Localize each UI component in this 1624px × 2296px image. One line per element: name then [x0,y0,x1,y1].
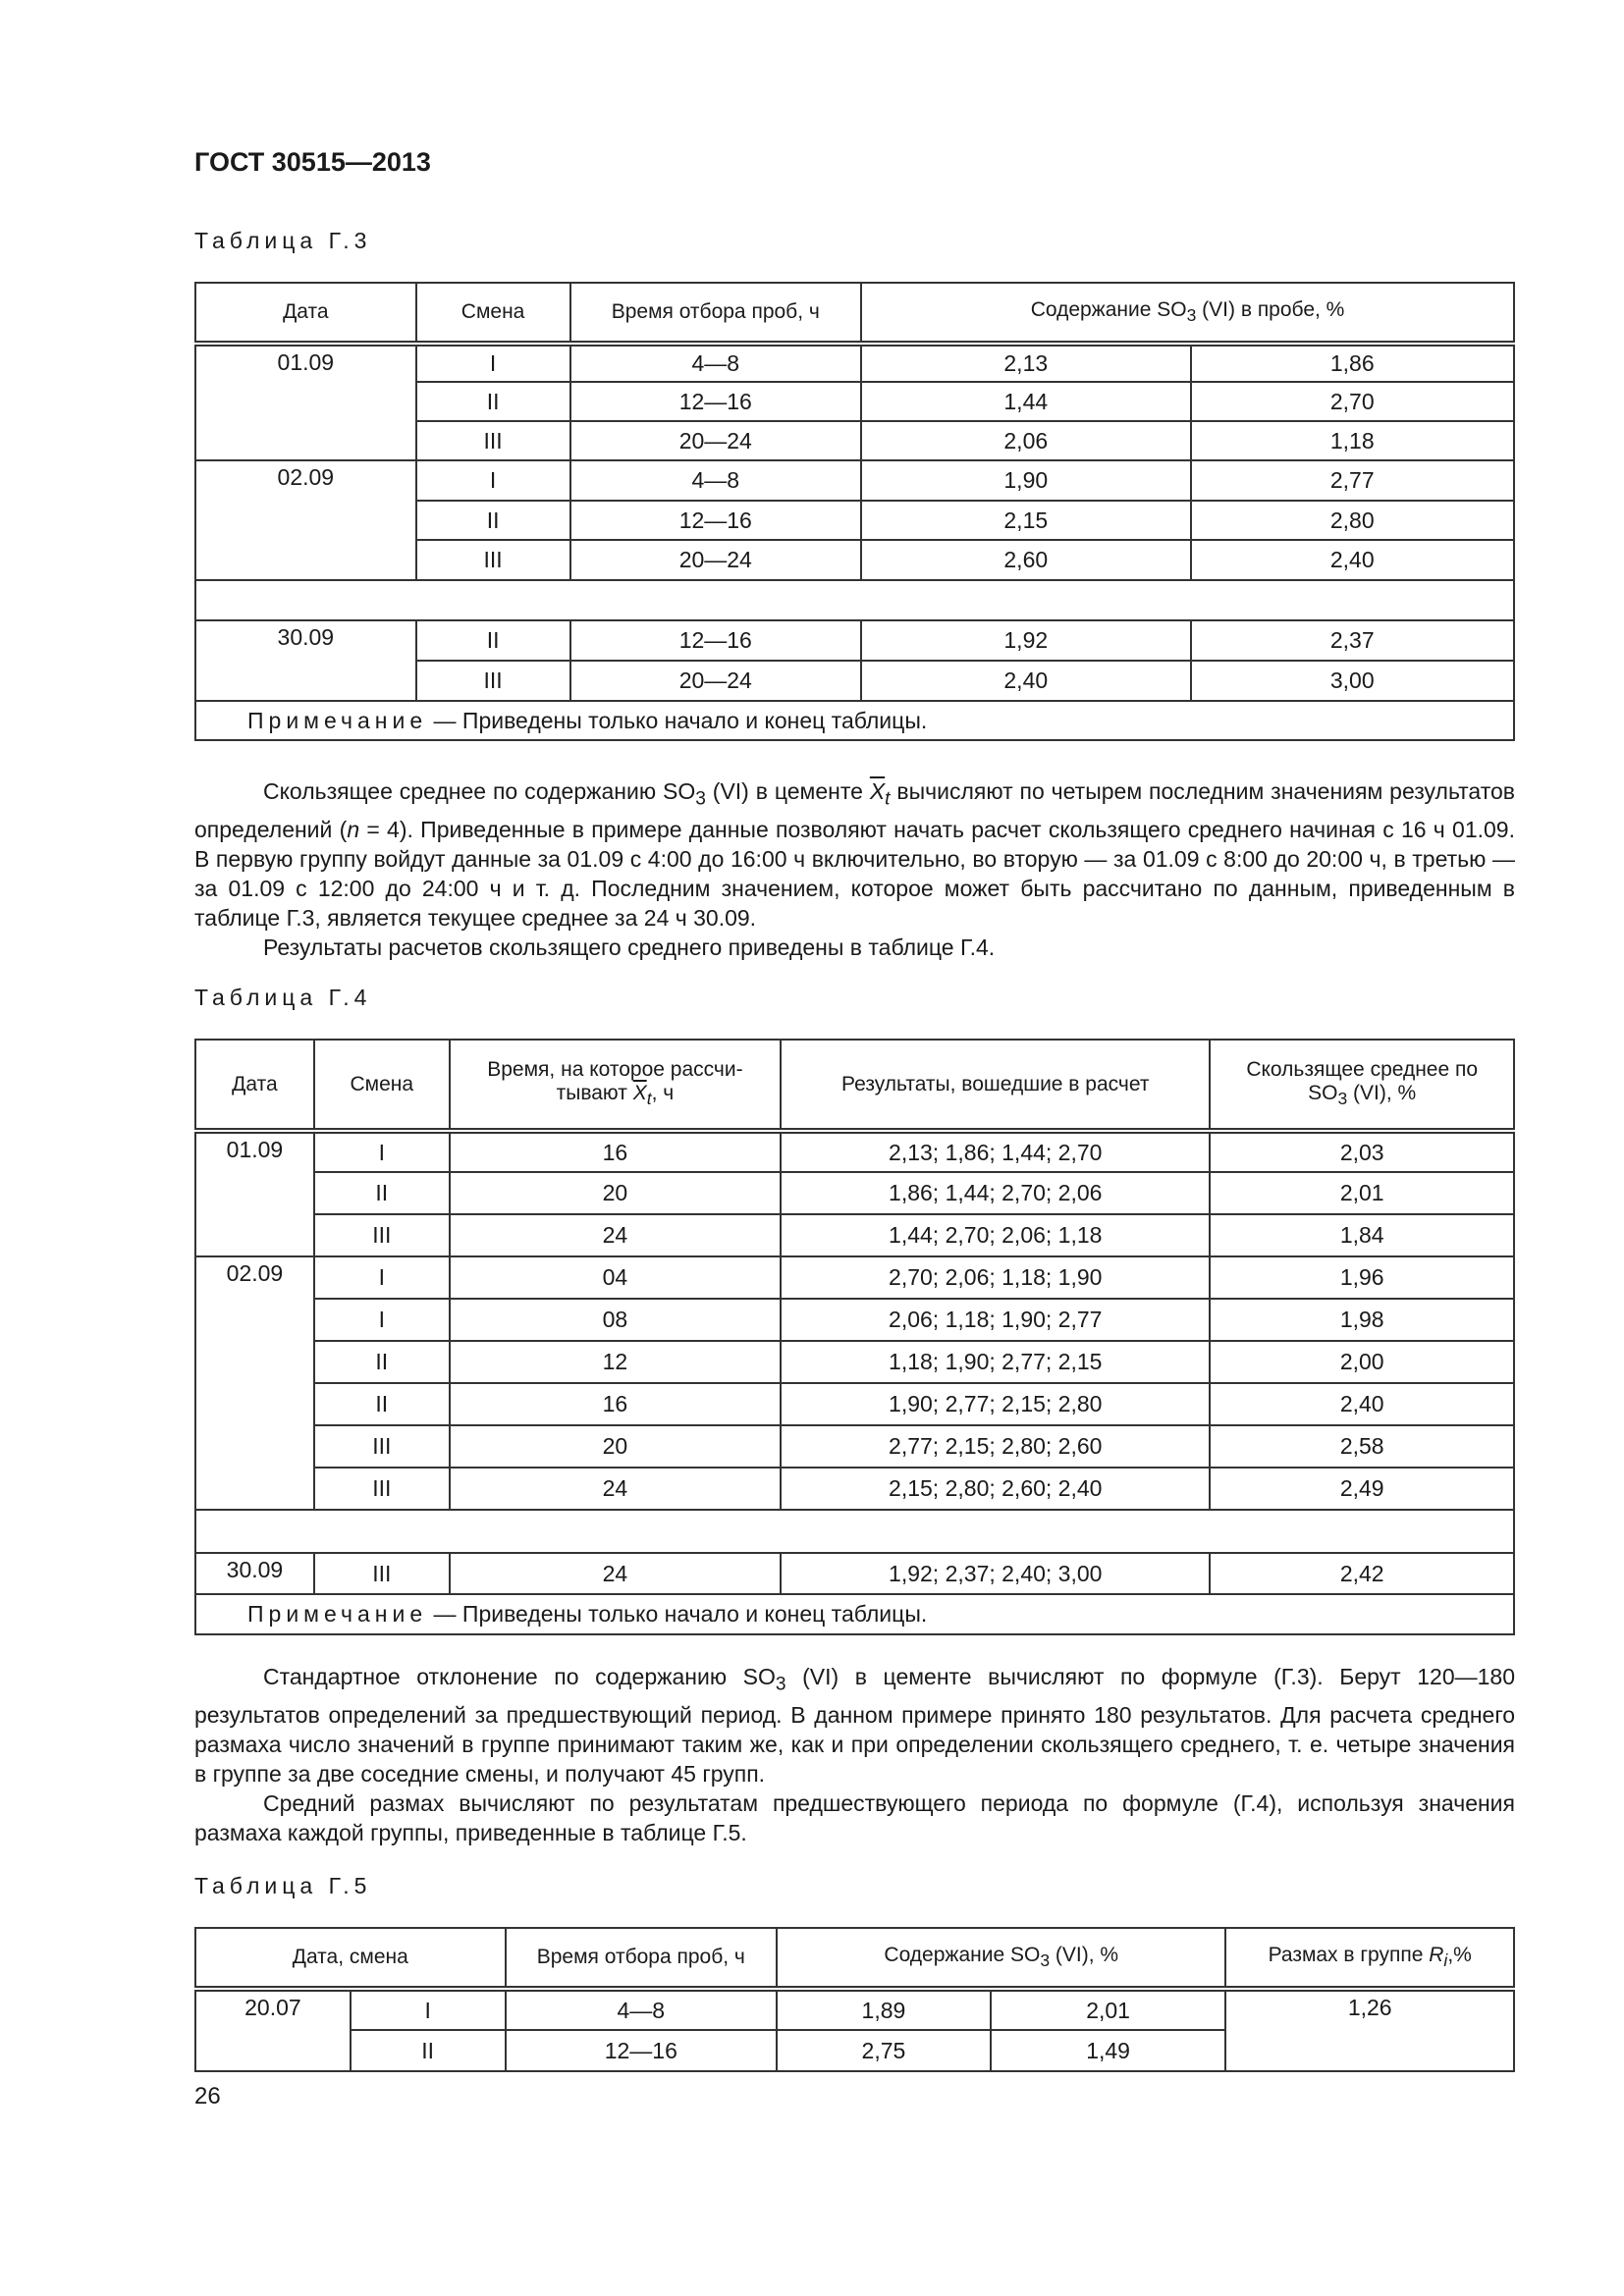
cell-average: 2,40 [1210,1383,1514,1425]
col-header-content: Содержание $SO_3$ (VI), % [777,1928,1225,1989]
table-row [195,1172,1514,1214]
cell-shift: II [314,1383,450,1425]
cell-time: 24 [450,1468,781,1510]
cell-time: 20—24 [570,421,862,460]
cell-shift: II [416,501,570,540]
cell-results: 1,18; 1,90; 2,77; 2,15 [781,1341,1210,1383]
cell-time: 16 [450,1131,781,1172]
cell-results: 1,86; 1,44; 2,70; 2,06 [781,1172,1210,1214]
cell-average: 2,00 [1210,1341,1514,1383]
cell-time: 12—16 [570,501,862,540]
cell-shift: III [314,1553,450,1594]
cell-time: 20 [450,1425,781,1468]
cell-shift: II [351,2030,506,2071]
paragraph-block-1 [194,776,1515,962]
table-gap-row [195,1510,1514,1553]
cell-range: 1,26 [1225,1989,1514,2071]
cell-results: 2,13; 1,86; 1,44; 2,70 [781,1131,1210,1172]
cell-value: 2,15 [861,501,1190,540]
table-row [195,1383,1514,1425]
col-header-shift: Смена [314,1040,450,1131]
col-header-date: Дата [195,1040,314,1131]
table-row [195,1425,1514,1468]
cell-date: 02.09 [195,460,416,580]
cell-date: 02.09 [195,1256,314,1510]
table-row [195,1256,1514,1299]
cell-date: 01.09 [195,1131,314,1256]
cell-shift: III [416,540,570,580]
table-row [195,1989,1514,2030]
cell-shift: III [314,1425,450,1468]
table-row [195,620,1514,661]
cell-value: 2,13 [861,344,1190,382]
cell-shift: II [416,620,570,661]
cell-value: 1,18 [1191,421,1515,460]
table-g5 [194,1927,1515,2072]
cell-value: 2,80 [1191,501,1515,540]
cell-value: 1,49 [991,2030,1226,2071]
table-row [195,1341,1514,1383]
cell-date: 30.09 [195,1553,314,1594]
table-note: Примечание — Приведены только начало и конец таблицы. [195,701,1514,740]
table-row [195,1468,1514,1510]
cell-shift: I [314,1256,450,1299]
cell-shift: II [314,1341,450,1383]
cell-average: 2,01 [1210,1172,1514,1214]
col-header-range: Размах в группе $R_i,\%$ [1225,1928,1514,1989]
table-header-row [195,1040,1514,1131]
cell-time: 12—16 [570,620,862,661]
cell-value: 3,00 [1191,661,1515,701]
table-g3 [194,282,1515,741]
cell-shift: I [416,460,570,501]
cell-date: 30.09 [195,620,416,701]
table-header-row [195,1928,1514,1989]
cell-value: 2,37 [1191,620,1515,661]
table-row [195,1299,1514,1341]
document-header: ГОСТ 30515—2013 [194,147,431,177]
col-header-time: Время отбора проб, ч [570,283,862,344]
cell-shift: III [314,1214,450,1256]
cell-shift: I [351,1989,506,2030]
cell-shift: III [416,661,570,701]
cell-value: 2,06 [861,421,1190,460]
table-note-row [195,701,1514,740]
paragraph-moving-average: Скользящее среднее по содержанию $SO_3$ (VI) в цементе $\overline{X}_t$ вычисляют по четырем последним значениям результатов определений (n = 4). Приведенные в примере данные позволяют начать расчет скользящего среднего начиная с 16 ч 01.09. В первую группу войдут данные за 01.09 с 4:00 до 16:00 ч включительно, во вторую — за 01.09 с 8:00 до 20:00 ч, в третью — за 01.09 с 12:00 до 24:00 ч и т. д. Последним значением, которое может быть рассчитано по данным, приведенным в таблице Г.3, является текущее среднее за 24 ч 30.09. [194,778,1515,931]
cell-date: 01.09 [195,344,416,460]
cell-value: 2,70 [1191,382,1515,421]
cell-time: 4—8 [506,1989,778,2030]
cell-results: 2,77; 2,15; 2,80; 2,60 [781,1425,1210,1468]
cell-time: 12—16 [570,382,862,421]
cell-average: 1,84 [1210,1214,1514,1256]
cell-time: 08 [450,1299,781,1341]
cell-shift: II [416,382,570,421]
table-gap-row [195,580,1514,620]
table-note-row [195,1594,1514,1634]
col-header-shift: Смена [416,283,570,344]
cell-time: 16 [450,1383,781,1425]
col-header-moving-average: Скользящее среднее по $SO_3$ (VI), % [1210,1040,1514,1131]
cell-time: 20 [450,1172,781,1214]
paragraph-block-2 [194,1662,1515,1847]
cell-value: 2,40 [1191,540,1515,580]
cell-value: 2,75 [777,2030,991,2071]
cell-average: 2,58 [1210,1425,1514,1468]
gap-cell [195,580,1514,620]
cell-average: 1,96 [1210,1256,1514,1299]
table-row [195,1214,1514,1256]
page-number: 26 [194,2083,221,2109]
col-header-time: Время, на которое рассчи- тывают $\overline{X}_t$, ч [450,1040,781,1131]
table-g4 [194,1039,1515,1635]
col-header-date-shift: Дата, смена [195,1928,506,1989]
cell-value: 1,86 [1191,344,1515,382]
cell-average: 2,03 [1210,1131,1514,1172]
cell-shift: III [416,421,570,460]
cell-shift: III [314,1468,450,1510]
table-row [195,1553,1514,1594]
cell-time: 12—16 [506,2030,778,2071]
cell-results: 2,06; 1,18; 1,90; 2,77 [781,1299,1210,1341]
paragraph-results-ref: Результаты расчетов скользящего среднего приведены в таблице Г.4. [263,934,996,960]
cell-time: 24 [450,1214,781,1256]
cell-value: 2,01 [991,1989,1226,2030]
col-header-time: Время отбора проб, ч [506,1928,778,1989]
cell-value: 1,90 [861,460,1190,501]
cell-shift: I [314,1299,450,1341]
cell-time: 20—24 [570,661,862,701]
cell-shift: I [314,1131,450,1172]
cell-results: 2,70; 2,06; 1,18; 1,90 [781,1256,1210,1299]
col-header-results: Результаты, вошедшие в расчет [781,1040,1210,1131]
table-g3-caption: Таблица Г.3 [194,228,372,253]
table-row [195,460,1514,501]
table-row [195,344,1514,382]
cell-average: 2,49 [1210,1468,1514,1510]
cell-value: 2,77 [1191,460,1515,501]
cell-results: 1,90; 2,77; 2,15; 2,80 [781,1383,1210,1425]
col-header-content: Содержание $SO_3$ (VI) в пробе, % [861,283,1514,344]
cell-value: 2,60 [861,540,1190,580]
table-note: Примечание — Приведены только начало и конец таблицы. [195,1594,1514,1634]
paragraph-std-deviation: Стандартное отклонение по содержанию $SO_3$ (VI) в цементе вычисляют по формуле (Г.3). Берут 120—180 результатов определений за предшествующий период. В данном примере принято 180 результатов. Для расчета среднего размаха число значений в группе принимают таким же, как и при определении скользящего среднего, т. е. четыре значения в группе за две соседние смены, и получают 45 групп. [194,1664,1515,1787]
note-label: Примечание [247,1601,428,1627]
cell-results: 1,92; 2,37; 2,40; 3,00 [781,1553,1210,1594]
paragraph-mean-range: Средний размах вычисляют по результатам предшествующего периода по формуле (Г.4), используя значения размаха каждой группы, приведенные в таблице Г.5. [194,1789,1515,1845]
cell-shift: II [314,1172,450,1214]
cell-value: 1,44 [861,382,1190,421]
cell-average: 1,98 [1210,1299,1514,1341]
cell-shift: I [416,344,570,382]
table-row [195,1131,1514,1172]
cell-value: 1,92 [861,620,1190,661]
cell-date: 20.07 [195,1989,351,2071]
cell-average: 2,42 [1210,1553,1514,1594]
table-g5-caption: Таблица Г.5 [194,1873,372,1898]
gap-cell [195,1510,1514,1553]
cell-time: 12 [450,1341,781,1383]
cell-time: 4—8 [570,344,862,382]
col-header-date: Дата [195,283,416,344]
cell-results: 2,15; 2,80; 2,60; 2,40 [781,1468,1210,1510]
table-header-row [195,283,1514,344]
cell-time: 4—8 [570,460,862,501]
cell-time: 04 [450,1256,781,1299]
table-g4-caption: Таблица Г.4 [194,985,372,1010]
cell-results: 1,44; 2,70; 2,06; 1,18 [781,1214,1210,1256]
cell-value: 2,40 [861,661,1190,701]
cell-time: 20—24 [570,540,862,580]
cell-time: 24 [450,1553,781,1594]
cell-value: 1,89 [777,1989,991,2030]
note-label: Примечание [247,707,428,733]
